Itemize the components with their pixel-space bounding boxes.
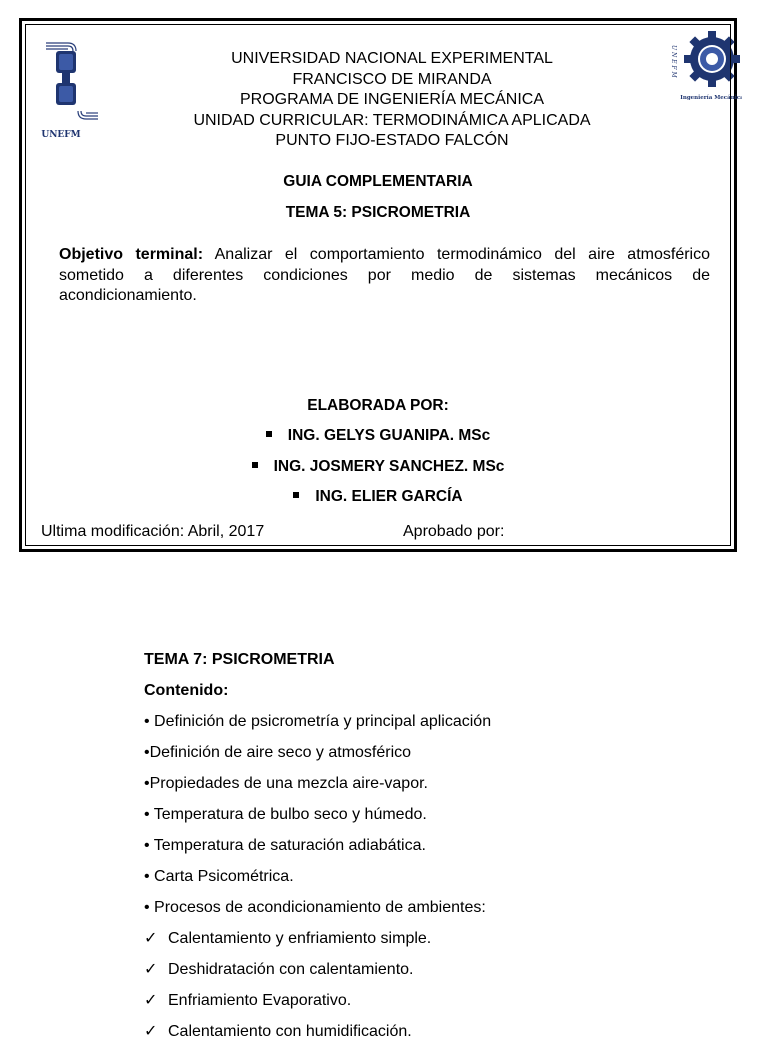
objective-label: Objetivo terminal: (59, 246, 204, 263)
content-item: • Definición de psicrometría y principal aplicación (144, 713, 492, 730)
bullet-icon (266, 431, 272, 437)
author-item (22, 427, 734, 445)
content-item: • Procesos de acondicionamiento de ambientes: (144, 899, 486, 916)
header-line: UNIVERSIDAD NACIONAL EXPERIMENTAL (231, 50, 553, 67)
gear-logo-icon (662, 23, 742, 103)
unefm-logo (40, 39, 102, 139)
objective-paragraph (59, 245, 710, 307)
logo-right-label: Ingeniería Mecánica (680, 95, 742, 101)
header-line: UNIDAD CURRICULAR: TERMODINÁMICA APLICADA (193, 111, 591, 129)
content-topic: TEMA 7: PSICROMETRIA (144, 651, 335, 668)
approved-by: Aprobado por: (403, 523, 505, 540)
checklist-item (144, 1022, 744, 1053)
bullet-icon (252, 462, 258, 468)
checklist-text: Enfriamiento Evaporativo. (168, 992, 352, 1009)
header-line: PUNTO FIJO-ESTADO FALCÓN (275, 132, 509, 149)
content-section (144, 650, 744, 1053)
logo-right-vertical: U N E F M (670, 45, 677, 78)
last-modified: Ultima modificación: Abril, 2017 (41, 523, 265, 540)
guide-topic: TEMA 5: PSICROMETRIA (285, 204, 471, 221)
logo-left-label: UNEFM (41, 130, 81, 139)
objective-text: Analizar el comportamiento termodinámico del aire atmosférico sometido a diferentes condiciones por medio de sistemas mecánicos de acondicionamiento. (59, 246, 710, 304)
content-heading: Contenido: (144, 682, 229, 699)
checklist-item (144, 991, 744, 1022)
checkmark-icon: ✓ (144, 1023, 158, 1040)
content-item: • Temperatura de bulbo seco y húmedo. (144, 806, 427, 823)
content-item: •Definición de aire seco y atmosférico (144, 744, 412, 761)
bullet-icon (293, 492, 299, 498)
cover-frame (19, 18, 742, 552)
author-name: ING. ELIER GARCÍA (315, 488, 463, 505)
checkmark-icon: ✓ (144, 930, 158, 947)
content-item: •Propiedades de una mezcla aire-vapor. (144, 775, 428, 792)
author-item (22, 458, 734, 476)
unefm-logo-icon (40, 39, 102, 139)
checklist-item (144, 929, 744, 960)
checkmark-icon: ✓ (144, 961, 158, 978)
checklist-text: Calentamiento con humidificación. (168, 1023, 412, 1040)
checkmark-icon: ✓ (144, 992, 158, 1009)
checklist-text: Deshidratación con calentamiento. (168, 961, 414, 978)
author-item (22, 488, 734, 506)
header-line: FRANCISCO DE MIRANDA (292, 70, 492, 88)
header-line: PROGRAMA DE INGENIERÍA MECÁNICA (239, 91, 545, 108)
university-header (22, 49, 734, 152)
author-name: ING. GELYS GUANIPA. MSc (287, 427, 491, 444)
authors-heading: ELABORADA POR: (307, 397, 449, 414)
checklist-text: Calentamiento y enfriamiento simple. (168, 930, 432, 947)
author-name: ING. JOSMERY SANCHEZ. MSc (273, 458, 505, 475)
guide-title: GUIA COMPLEMENTARIA (283, 173, 473, 190)
content-item: • Temperatura de saturación adiabática. (144, 837, 426, 854)
checklist-item (144, 960, 744, 991)
mechanical-engineering-logo (662, 23, 742, 103)
content-item: • Carta Psicométrica. (144, 868, 294, 885)
